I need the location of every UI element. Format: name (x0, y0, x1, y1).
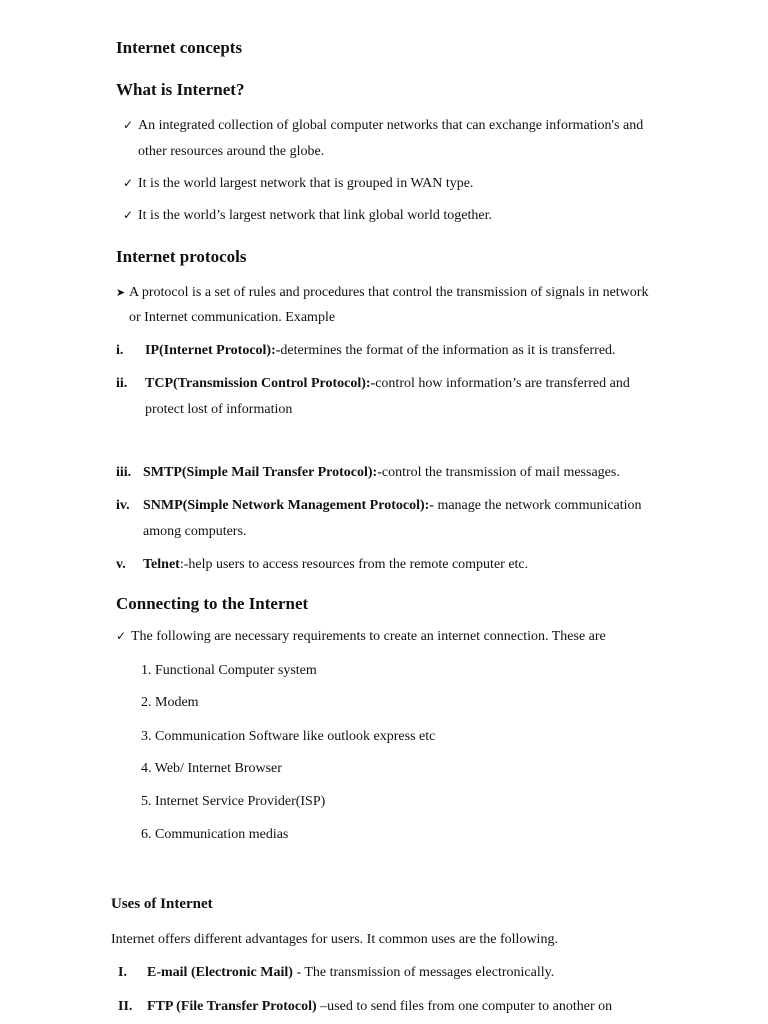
list-number: i. (116, 343, 124, 358)
protocol-item-ip (145, 343, 616, 359)
list-number: I. (118, 965, 127, 980)
check-icon: ✓ (123, 176, 134, 190)
section-heading-internet-protocols: Internet protocols (116, 247, 247, 266)
section-heading-connecting: Connecting to the Internet (116, 594, 309, 613)
protocol-item-tcp (145, 376, 630, 392)
document-title: Internet concepts (116, 38, 243, 57)
list-number: v. (116, 557, 126, 572)
bullet-text: An integrated collection of global computer networks that can exchange information's and (138, 118, 644, 133)
protocol-intro-continued: or Internet communication. Example (129, 310, 336, 325)
bullet-text: It is the world’s largest network that link global world together. (138, 208, 492, 223)
requirement-item: 5. Internet Service Provider(ISP) (141, 794, 326, 809)
requirement-item: 2. Modem (141, 695, 199, 710)
protocol-term: SMTP(Simple Mail Transfer Protocol):- (143, 465, 382, 480)
protocol-desc-continued: among computers. (143, 524, 247, 539)
list-number: iii. (116, 465, 132, 480)
protocol-desc-continued: protect lost of information (145, 402, 293, 417)
check-icon: ✓ (123, 208, 134, 222)
protocol-desc: control how information’s are transferred and (375, 376, 630, 391)
requirement-item: 3. Communication Software like outlook express etc (141, 729, 436, 744)
use-term: FTP (File Transfer Protocol) (147, 999, 317, 1014)
protocol-term: TCP(Transmission Control Protocol):- (145, 376, 376, 391)
list-number: II. (118, 999, 133, 1014)
connecting-intro: The following are necessary requirements to create an internet connection. These are (131, 629, 606, 644)
use-desc: –used to send files from one computer to another on (316, 999, 613, 1014)
check-icon: ✓ (116, 629, 127, 643)
use-item-email (147, 965, 554, 981)
protocol-term: IP(Internet Protocol):- (145, 343, 281, 358)
use-term: E-mail (Electronic Mail) (147, 965, 293, 980)
requirement-item: 1. Functional Computer system (141, 663, 317, 678)
protocol-term: SNMP(Simple Network Management Protocol):- (143, 498, 434, 513)
uses-intro: Internet offers different advantages for users. It common uses are the following. (111, 932, 558, 947)
protocol-desc: determines the format of the information as it is transferred. (280, 343, 616, 358)
bullet-text: It is the world largest network that is grouped in WAN type. (138, 176, 474, 191)
protocol-desc: :-help users to access resources from the remote computer etc. (179, 557, 529, 572)
protocol-desc: control the transmission of mail messages. (381, 465, 620, 480)
list-number: ii. (116, 376, 128, 391)
requirement-item: 6. Communication medias (141, 827, 289, 842)
protocol-item-smtp (143, 465, 620, 481)
check-icon: ✓ (123, 118, 134, 132)
protocol-intro: A protocol is a set of rules and procedures that control the transmission of signals in network (129, 285, 649, 300)
protocol-desc: manage the network communication (433, 498, 642, 513)
section-heading-uses: Uses of Internet (111, 896, 213, 912)
list-number: iv. (116, 498, 130, 513)
protocol-term: Telnet (143, 557, 180, 572)
bullet-text-continued: other resources around the globe. (138, 144, 325, 159)
arrow-bullet-icon: ➤ (116, 286, 126, 299)
protocol-item-telnet (143, 557, 528, 573)
section-heading-what-is-internet: What is Internet? (116, 80, 245, 99)
requirement-item: 4. Web/ Internet Browser (141, 761, 282, 776)
use-item-ftp (147, 999, 612, 1015)
protocol-item-snmp (143, 498, 642, 514)
use-desc: - The transmission of messages electronically. (292, 965, 555, 980)
